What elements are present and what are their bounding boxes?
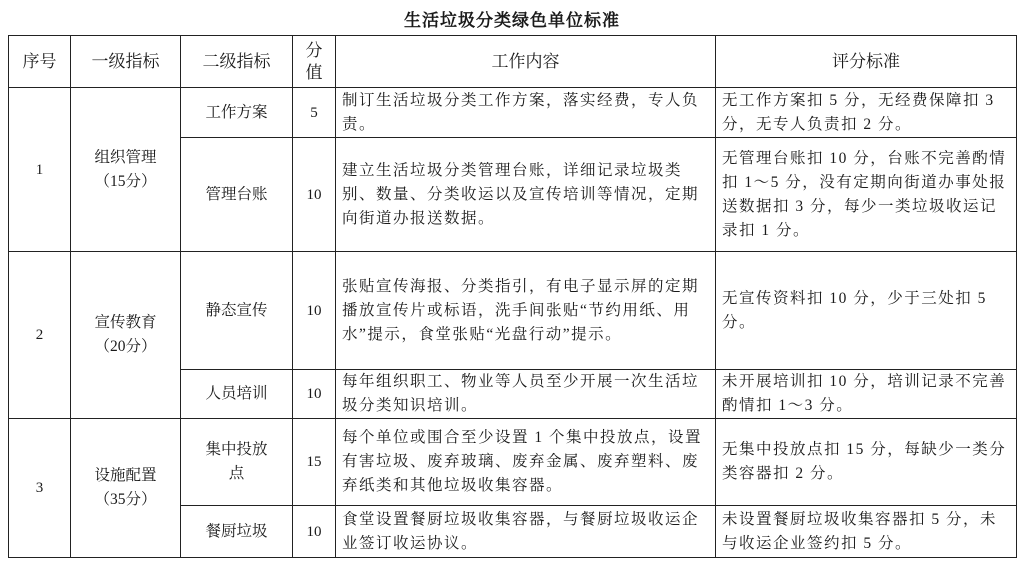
level1-score: （35分）: [94, 491, 157, 508]
header-row: [9, 36, 1017, 88]
criteria: 无集中投放点扣 15 分，每缺少一类分类容器扣 2 分。: [716, 419, 1017, 506]
table-row: [9, 419, 1017, 506]
content: 每个单位或围合至少设置 1 个集中投放点，设置有害垃圾、废弃玻璃、废弃金属、废弃塑料、废弃纸类和其他垃圾收集容器。: [336, 419, 716, 506]
group-level1: [71, 252, 181, 419]
table-row: [9, 252, 1017, 370]
level2: 管理台账: [181, 138, 293, 252]
header-criteria: 评分标准: [716, 36, 1017, 88]
header-no: 序号: [9, 36, 71, 88]
table-row: [9, 88, 1017, 138]
header-content: 工作内容: [336, 36, 716, 88]
criteria: 未开展培训扣 10 分，培训记录不完善酌情扣 1～3 分。: [716, 370, 1017, 419]
criteria: 无宣传资料扣 10 分，少于三处扣 5 分。: [716, 252, 1017, 370]
document-title: 生活垃圾分类绿色单位标准: [404, 11, 620, 30]
score: 10: [293, 506, 336, 558]
score: 10: [293, 252, 336, 370]
level2: 工作方案: [181, 88, 293, 138]
header-level2: 二级指标: [181, 36, 293, 88]
group-level1: [71, 88, 181, 252]
criteria: 无管理台账扣 10 分，台账不完善酌情扣 1～5 分，没有定期向街道办事处报送数据扣 3 分，每少一类垃圾收运记录扣 1 分。: [716, 138, 1017, 252]
criteria: 无工作方案扣 5 分，无经费保障扣 3 分，无专人负责扣 2 分。: [716, 88, 1017, 138]
level1-name: 宣传教育: [94, 314, 157, 331]
standards-table: [8, 35, 1017, 558]
level1-name: 设施配置: [94, 467, 157, 484]
content: 张贴宣传海报、分类指引，有电子显示屏的定期播放宣传片或标语，洗手间张贴“节约用纸、用水”提示，食堂张贴“光盘行动”提示。: [336, 252, 716, 370]
score: 10: [293, 138, 336, 252]
score: 5: [293, 88, 336, 138]
content: 制订生活垃圾分类工作方案，落实经费，专人负责。: [336, 88, 716, 138]
level2: 人员培训: [181, 370, 293, 419]
content: 每年组织职工、物业等人员至少开展一次生活垃圾分类知识培训。: [336, 370, 716, 419]
group-level1: [71, 419, 181, 558]
group-no: 3: [9, 419, 71, 558]
header-score: 分值: [293, 36, 336, 88]
header-level1: 一级指标: [71, 36, 181, 88]
group-no: 2: [9, 252, 71, 419]
criteria: 未设置餐厨垃圾收集容器扣 5 分，未与收运企业签约扣 5 分。: [716, 506, 1017, 558]
content: 食堂设置餐厨垃圾收集容器，与餐厨垃圾收运企业签订收运协议。: [336, 506, 716, 558]
level2: 集中投放点: [181, 419, 293, 506]
level1-score: （15分）: [94, 172, 157, 190]
level1-score: （20分）: [94, 338, 157, 355]
score: 10: [293, 370, 336, 419]
level2: 餐厨垃圾: [181, 506, 293, 558]
group-no: 1: [9, 88, 71, 252]
level1-name: 组织管理: [94, 148, 157, 166]
level2: 静态宣传: [181, 252, 293, 370]
content: 建立生活垃圾分类管理台账，详细记录垃圾类别、数量、分类收运以及宣传培训等情况，定期向街道办报送数据。: [336, 138, 716, 252]
score: 15: [293, 419, 336, 506]
